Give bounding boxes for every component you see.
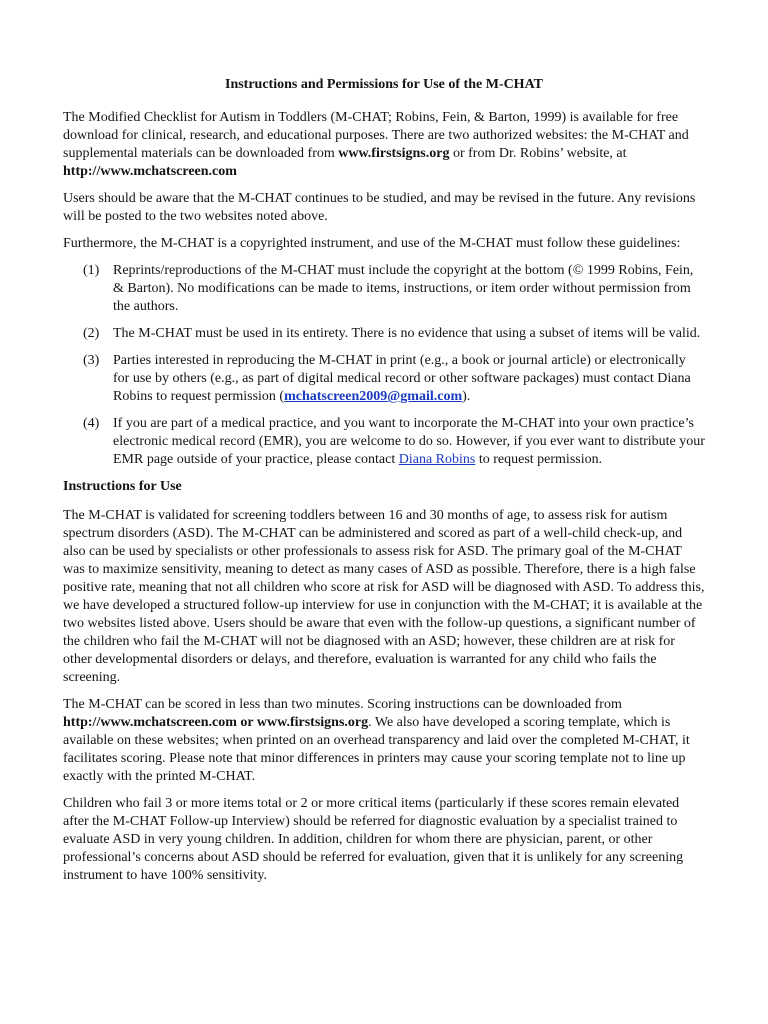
intro-paragraph-2: Users should be aware that the M-CHAT continues to be studied, and may be revised in the future. Any revisions will be posted to the two websites noted above. [63,191,696,224]
guideline-number: (4) [83,416,100,431]
instructions-paragraph-2 [63,696,705,786]
instructions-heading: Instructions for Use [63,479,182,494]
instructions-paragraph-3: Children who fail 3 or more items total or 2 or more critical items (particularly if these scores remain elevated after the M-CHAT Follow-up Interview) should be referred for diagnostic evaluation by a specialist trained to evaluate ASD in very young children. In addition, children for whom there are physician, parent, or other professional’s concerns about ASD should be referred for evaluation, given that it is unlikely for any screening instrument to have 100% sensitivity. [63,796,684,883]
intro-text-a: The Modified Checklist for Autism in Toddlers (M-CHAT; Robins, Fein, & Barton, 1999) is available for free download for clinical, research, and educational purposes. There are two authorized websites: the M-CHAT and supplemental materials can be downloaded from [63,110,689,161]
guideline-item [63,415,705,469]
scoring-websites: http://www.mchatscreen.com or www.firstsigns.org [63,715,369,730]
diana-robins-link[interactable]: Diana Robins [398,452,476,467]
guideline-number: (3) [83,353,100,368]
guideline-item [63,325,705,343]
instructions-paragraph-1: The M-CHAT is validated for screening toddlers between 16 and 30 months of age, to assess risk for autism spectrum disorders (ASD). The M-CHAT can be administered and scored as part of a well-child check-up, and also can be used by specialists or other professionals to assess risk for ASD. The primary goal of the M-CHAT was to maximize sensitivity, meaning to detect as many cases of ASD as possible. Therefore, there is a high false positive rate, meaning that not all children who score at risk for ASD will be diagnosed with ASD. To address this, we have developed a structured follow-up interview for use in conjunction with the M-CHAT; it is available at the two websites listed above. Users should be aware that even with the follow-up questions, a significant number of the children who fail the M-CHAT will not be diagnosed with an ASD; however, these children are at risk for other developmental disorders or delays, and therefore, evaluation is warranted for any child who fails the screening. [63,508,705,685]
document-title: Instructions and Permissions for Use of the M-CHAT [225,77,543,92]
guideline-text: The M-CHAT must be used in its entirety. There is no evidence that using a subset of items will be valid. [113,326,701,341]
intro-paragraph-3: Furthermore, the M-CHAT is a copyrighted instrument, and use of the M-CHAT must follow these guidelines: [63,236,681,251]
scoring-text-b: . We also have developed a scoring template, which is available on these websites; when printed on an overhead transparency and laid over the completed M-CHAT, it facilitates scoring. Please note that minor differences in printers may cause your scoring template not to line up exactly with the printed M-CHAT. [63,715,690,784]
guideline-text-end: ). [462,389,471,404]
guideline-number: (1) [83,263,100,278]
guideline-text: Reprints/reproductions of the M-CHAT must include the copyright at the bottom (© 1999 Robins, Fein, & Barton). No modifications can be made to items, instructions, or item order without permission from the authors. [113,263,694,314]
intro-paragraph-1 [63,109,705,181]
guideline-item [63,352,705,406]
intro-text-b: or from Dr. Robins’ website, at [449,146,627,161]
mchatscreen-url: http://www.mchatscreen.com [63,164,237,179]
guideline-text-end: to request permission. [475,452,603,467]
guideline-item [63,262,705,316]
email-link[interactable]: mchatscreen2009@gmail.com [284,389,463,404]
guidelines-list [63,262,705,469]
guideline-text: Parties interested in reproducing the M-CHAT in print (e.g., a book or journal article) or electronically for use by others (e.g., as part of digital medical record or other software packages) must contact Diana Robins to request permission ( [113,353,691,404]
scoring-text-a: The M-CHAT can be scored in less than two minutes. Scoring instructions can be downloaded from [63,697,622,712]
guideline-text: If you are part of a medical practice, and you want to incorporate the M-CHAT into your own practice’s electronic medical record (EMR), you are welcome to do so. However, if you ever want to distribute your EMR page outside of your practice, please contact [113,416,705,467]
guideline-number: (2) [83,326,100,341]
firstsigns-url: www.firstsigns.org [338,146,450,161]
